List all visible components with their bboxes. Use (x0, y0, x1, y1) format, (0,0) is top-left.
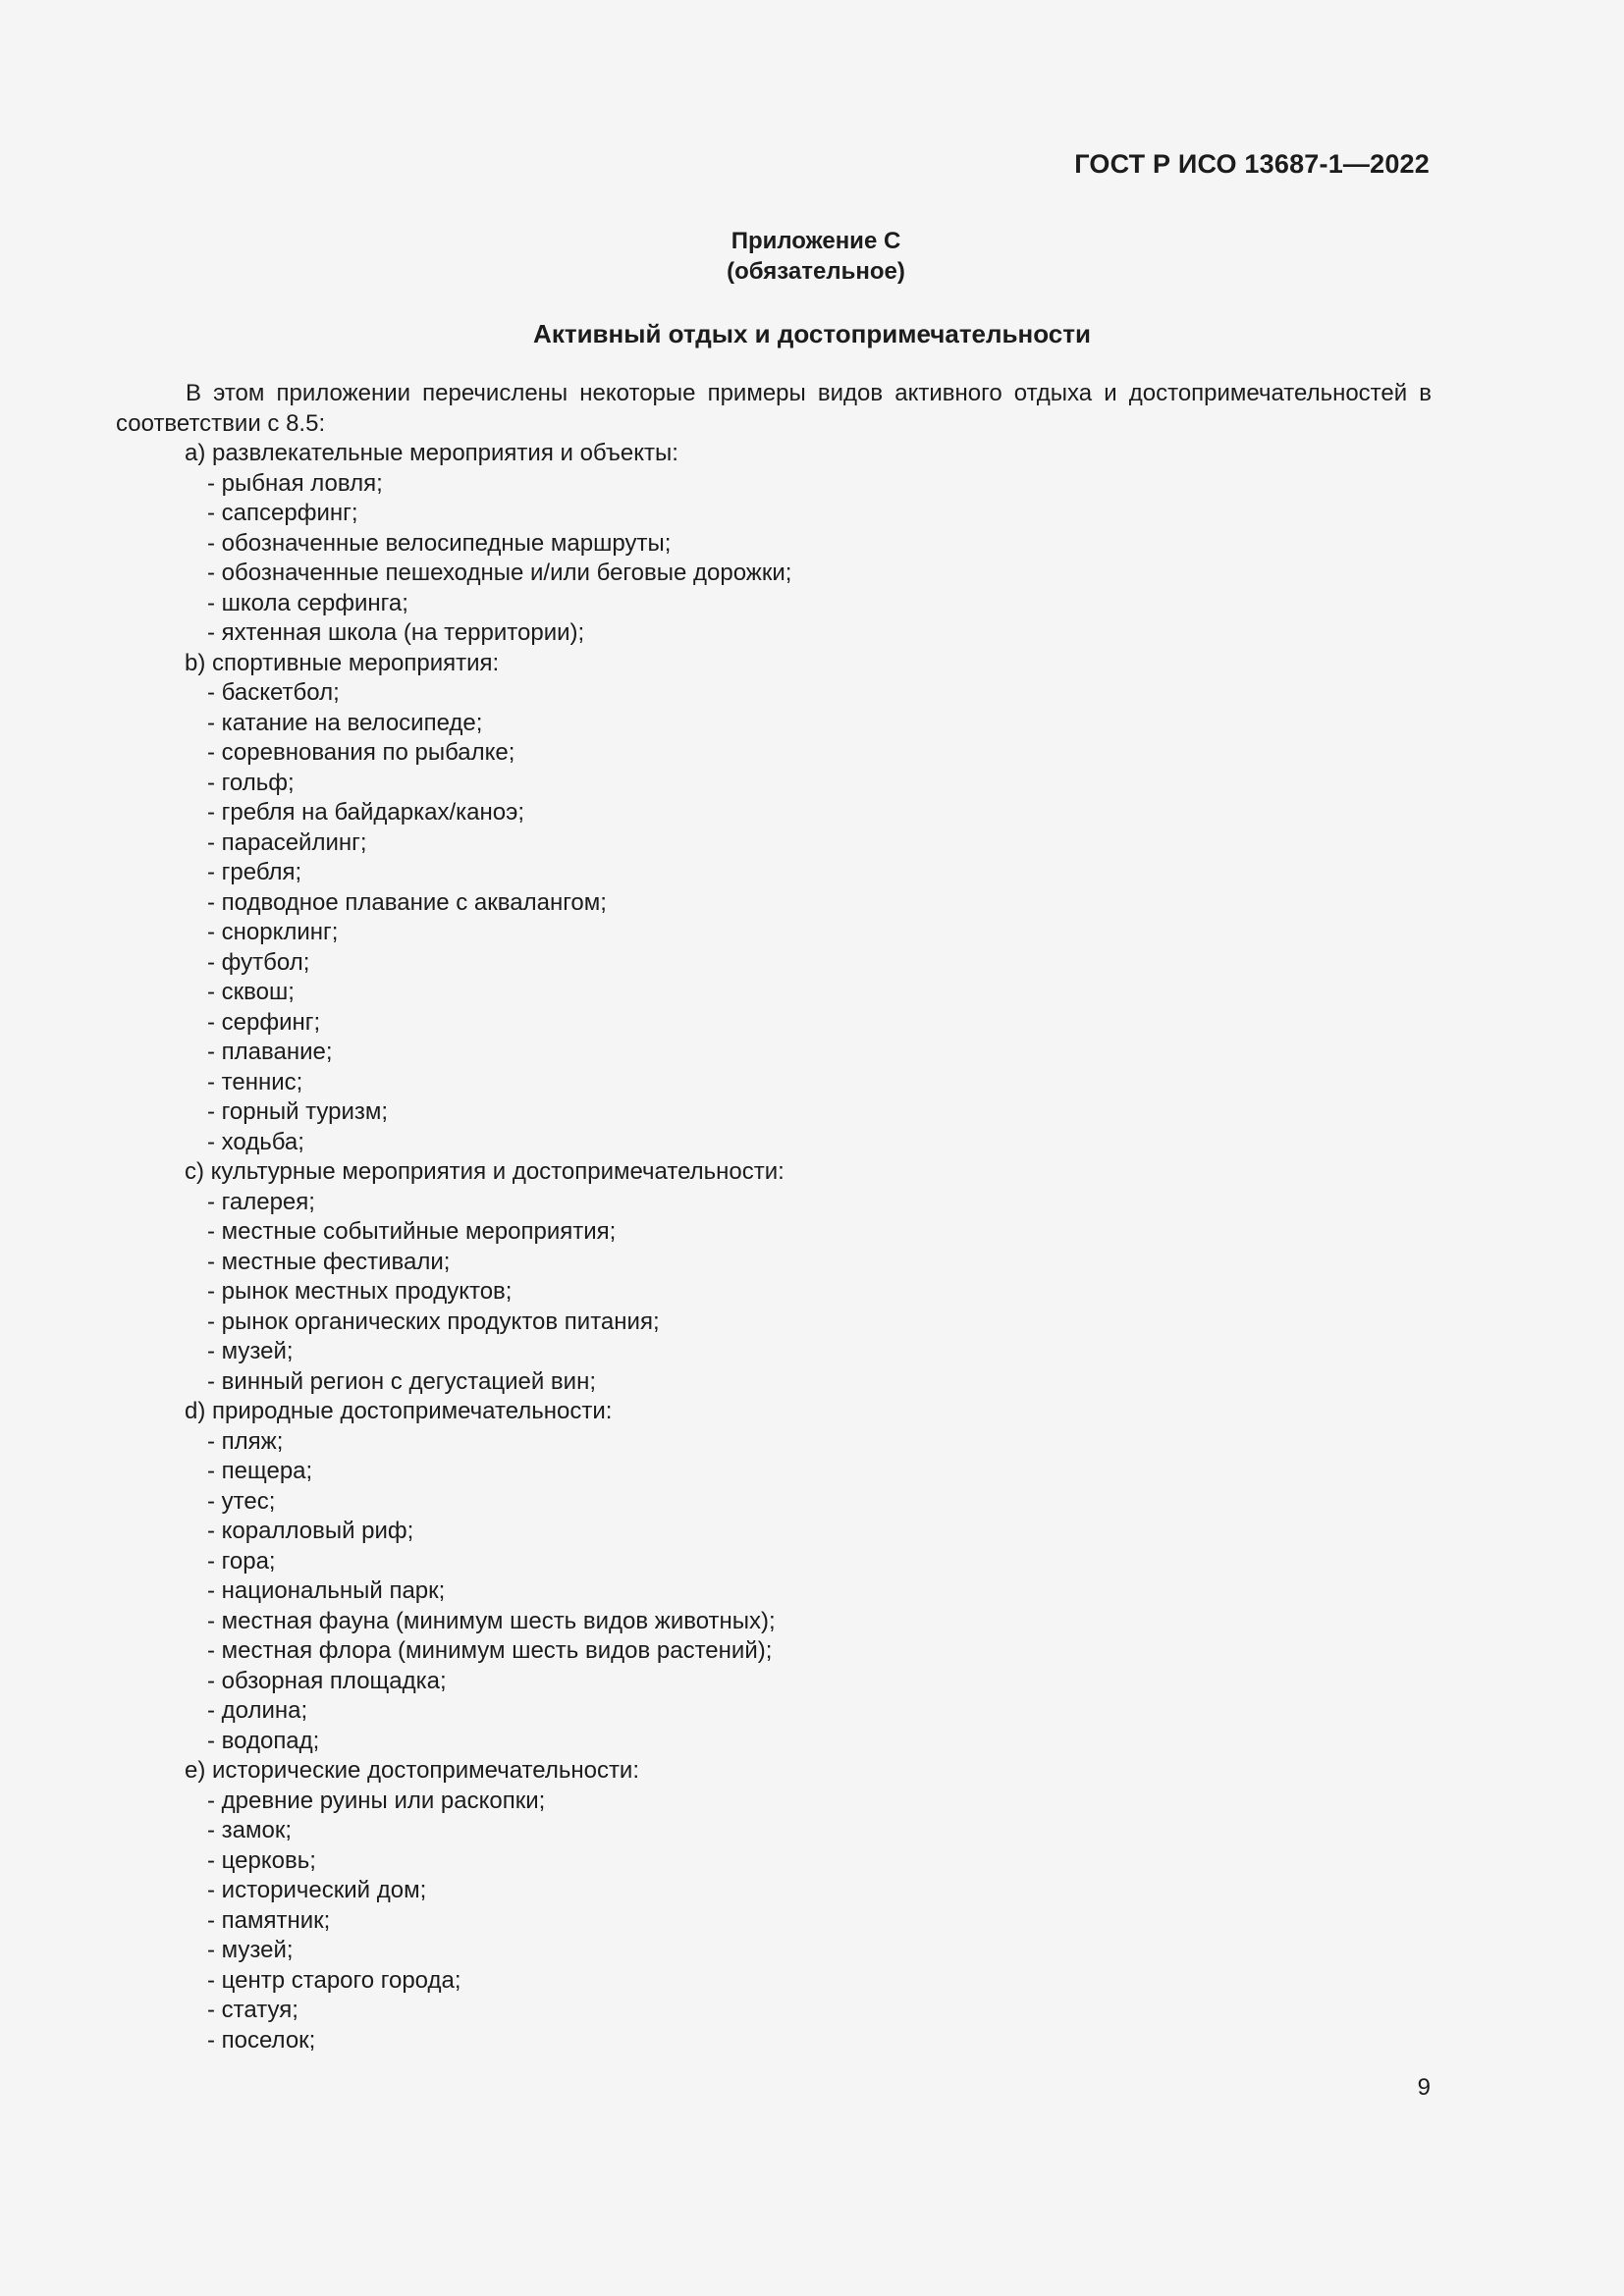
group-title: а) развлекательные мероприятия и объекты: (185, 440, 678, 466)
list-item: - футбол; (207, 948, 310, 976)
list-item: - обозначенные велосипедные маршруты; (207, 529, 672, 557)
document-body (116, 379, 1432, 2056)
list-item: - церковь; (207, 1846, 316, 1874)
group-title: b) спортивные мероприятия: (185, 649, 500, 676)
list-item: - гора; (207, 1547, 276, 1575)
list-item: - долина; (207, 1697, 308, 1724)
list-item: - местная флора (минимум шесть видов растений); (207, 1637, 773, 1664)
list-item: - замок; (207, 1817, 293, 1843)
list-item: - древние руины или раскопки; (207, 1787, 546, 1814)
list-item: - местные событийные мероприятия; (207, 1218, 617, 1245)
page-number: 9 (1417, 2074, 1431, 2101)
list-item: - горный туризм; (207, 1098, 389, 1125)
list-item: - коралловый риф; (207, 1518, 414, 1544)
group-title: e) исторические достопримечательности: (185, 1757, 640, 1784)
list-item: - центр старого города; (207, 1966, 461, 1994)
list-item: - местная фауна (минимум шесть видов животных); (207, 1607, 776, 1634)
group-title: d) природные достопримечательности: (185, 1398, 613, 1424)
section-title: Активный отдых и достопримечательности (533, 319, 1091, 348)
list-item: - плавание; (207, 1039, 333, 1065)
list-item: - парасейлинг; (207, 828, 367, 856)
list-item: - подводное плавание с аквалангом; (207, 888, 607, 916)
list-item: - местные фестивали; (207, 1248, 451, 1275)
list-item: - серфинг; (207, 1008, 321, 1036)
list-item: - утес; (207, 1487, 276, 1515)
list-item: - винный регион с дегустацией вин; (207, 1367, 596, 1395)
list-item: - обзорная площадка; (207, 1667, 447, 1694)
list-item: - поселок; (207, 2026, 316, 2054)
annex-title: Приложение С (731, 228, 901, 254)
annex-heading (0, 226, 1624, 287)
list-item: - рынок органических продуктов питания; (207, 1308, 660, 1335)
group-title: c) культурные мероприятия и достопримечательности: (185, 1158, 785, 1185)
list-item: - гольф; (207, 769, 295, 796)
list-item: - статуя; (207, 1997, 298, 2023)
annex-status: (обязательное) (727, 258, 905, 285)
list-item: - ходьба; (207, 1128, 304, 1155)
list-item: - обозначенные пешеходные и/или беговые дорожки; (207, 560, 792, 586)
list-item: - пляж; (207, 1427, 284, 1455)
list-item: - гребля на байдарках/каноэ; (207, 799, 525, 826)
list-item: - школа серфинга; (207, 589, 408, 616)
list-item: - теннис; (207, 1068, 303, 1095)
intro-paragraph: В этом приложении перечислены некоторые примеры видов активного отдыха и достопримечательностей в соответствии с 8.5: (116, 380, 1432, 437)
list-item: - сквош; (207, 979, 295, 1005)
list-item: - гребля; (207, 859, 302, 885)
list-item: - музей; (207, 1338, 294, 1364)
list-item: - баскетбол; (207, 679, 340, 706)
list-item: - водопад; (207, 1727, 320, 1754)
list-item: - национальный парк; (207, 1577, 446, 1604)
list-item: - рынок местных продуктов; (207, 1278, 513, 1305)
list-item: - галерея; (207, 1188, 315, 1215)
list-item: - сапсерфинг; (207, 500, 358, 526)
activity-groups (116, 439, 1432, 2056)
list-item: - памятник; (207, 1906, 331, 1934)
list-item: - исторический дом; (207, 1877, 427, 1903)
list-item: - соревнования по рыбалке; (207, 739, 515, 766)
list-item: - музей; (207, 1937, 294, 1963)
list-item: - рыбная ловля; (207, 469, 383, 497)
list-item: - снорклинг; (207, 919, 339, 945)
list-item: - катание на велосипеде; (207, 709, 483, 736)
list-item: - яхтенная школа (на территории); (207, 619, 585, 646)
list-item: - пещера; (207, 1458, 313, 1484)
document-code: ГОСТ Р ИСО 13687-1—2022 (1074, 149, 1430, 179)
